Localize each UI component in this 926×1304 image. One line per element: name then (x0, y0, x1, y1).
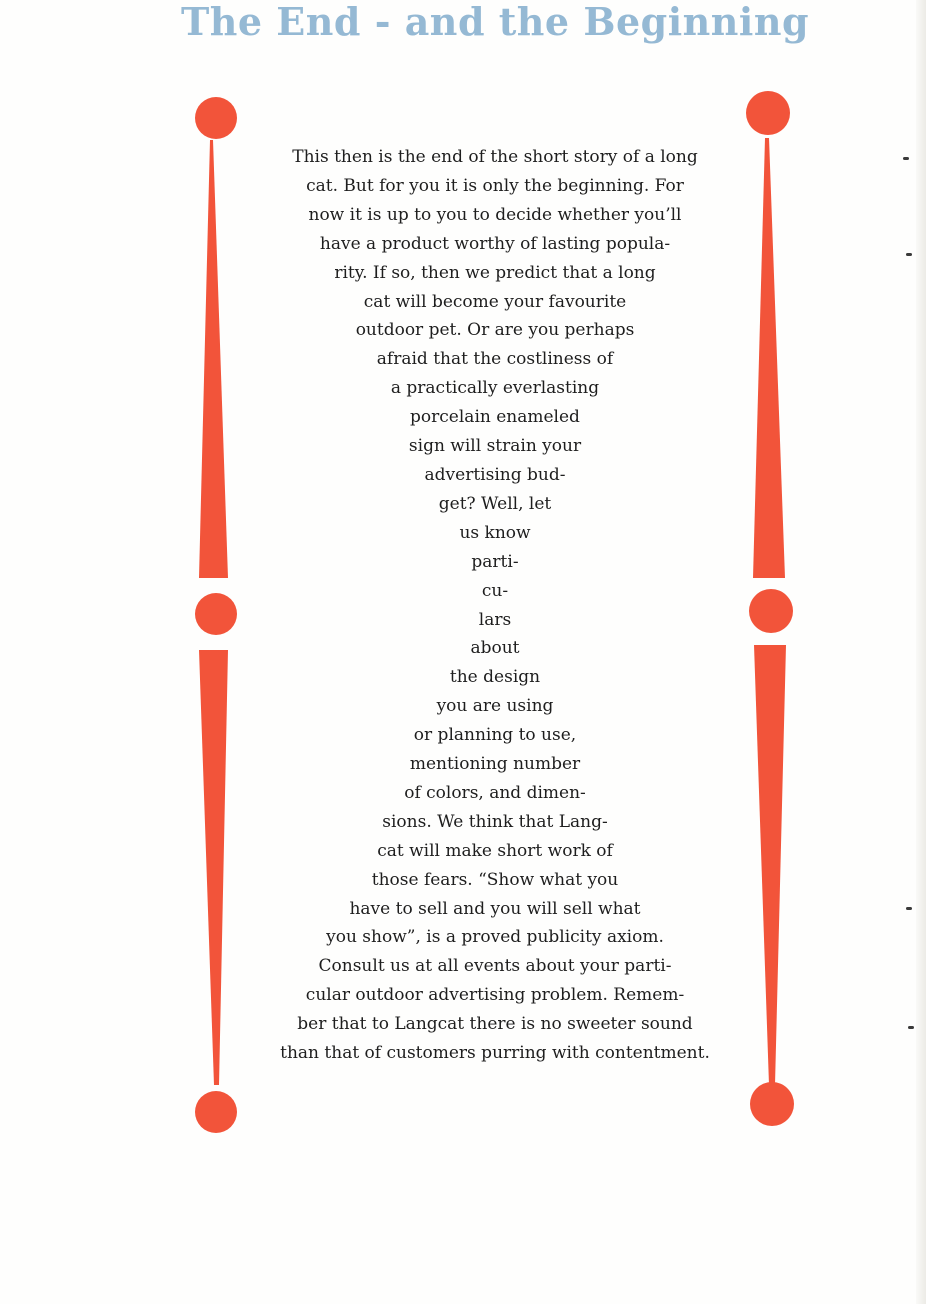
text-line: now it is up to you to decide whether you’ll (308, 204, 682, 225)
text-line: have to sell and you will sell what (349, 898, 641, 919)
text-line: Consult us at all events about your parti- (318, 956, 672, 977)
margin-speck (908, 1026, 914, 1029)
right-middle-dot (749, 589, 793, 633)
text-line: afraid that the costliness of (376, 349, 614, 370)
text-line: a practically everlasting (390, 378, 600, 399)
text-line: us know (459, 522, 531, 543)
left-middle-dot (195, 593, 237, 635)
text-line: you show”, is a proved publicity axiom. (326, 927, 664, 948)
text-line: porcelain enameled (410, 407, 580, 428)
text-line: cat will become your favourite (363, 291, 627, 312)
text-line: mentioning number (409, 754, 581, 775)
text-line: about (470, 638, 520, 659)
text-line: advertising bud- (424, 464, 566, 485)
text-line: than that of customers purring with contentment. (280, 1043, 710, 1064)
text-line: of colors, and dimen- (404, 782, 586, 803)
text-line: those fears. “Show what you (371, 869, 619, 890)
margin-speck (906, 253, 912, 256)
text-line: cu- (481, 580, 509, 601)
text-line: ber that to Langcat there is no sweeter sound (297, 1014, 693, 1035)
text-line: cular outdoor advertising problem. Remem- (305, 985, 685, 1006)
text-line: you are using (436, 696, 554, 717)
right-lower-spike (754, 645, 786, 1085)
text-line: sions. We think that Lang- (382, 811, 608, 832)
left-ornament-column (195, 97, 237, 1133)
left-lower-spike (199, 650, 228, 1085)
margin-speck (903, 157, 909, 160)
right-upper-spike (753, 138, 785, 578)
text-line: This then is the end of the short story of a long (292, 147, 698, 167)
right-top-dot (746, 91, 790, 135)
left-bottom-dot (195, 1091, 237, 1133)
text-line: get? Well, let (438, 493, 552, 514)
left-upper-spike (199, 140, 228, 578)
text-line: cat will make short work of (377, 840, 613, 861)
text-line: lars (478, 609, 512, 630)
text-line: the design (449, 667, 541, 688)
text-line: rity. If so, then we predict that a long (334, 262, 656, 283)
text-line: have a product worthy of lasting popula- (319, 233, 671, 254)
page-title: The End - and the Beginning (180, 0, 810, 44)
left-top-dot (195, 97, 237, 139)
body-text (235, 143, 755, 1068)
text-line: parti- (471, 551, 519, 572)
right-bottom-dot (750, 1082, 794, 1126)
text-line: or planning to use, (413, 725, 577, 746)
text-line: cat. But for you it is only the beginning. For (306, 175, 684, 196)
margin-speck (906, 907, 912, 910)
text-line: sign will strain your (408, 436, 582, 457)
text-line: outdoor pet. Or are you perhaps (355, 320, 635, 341)
